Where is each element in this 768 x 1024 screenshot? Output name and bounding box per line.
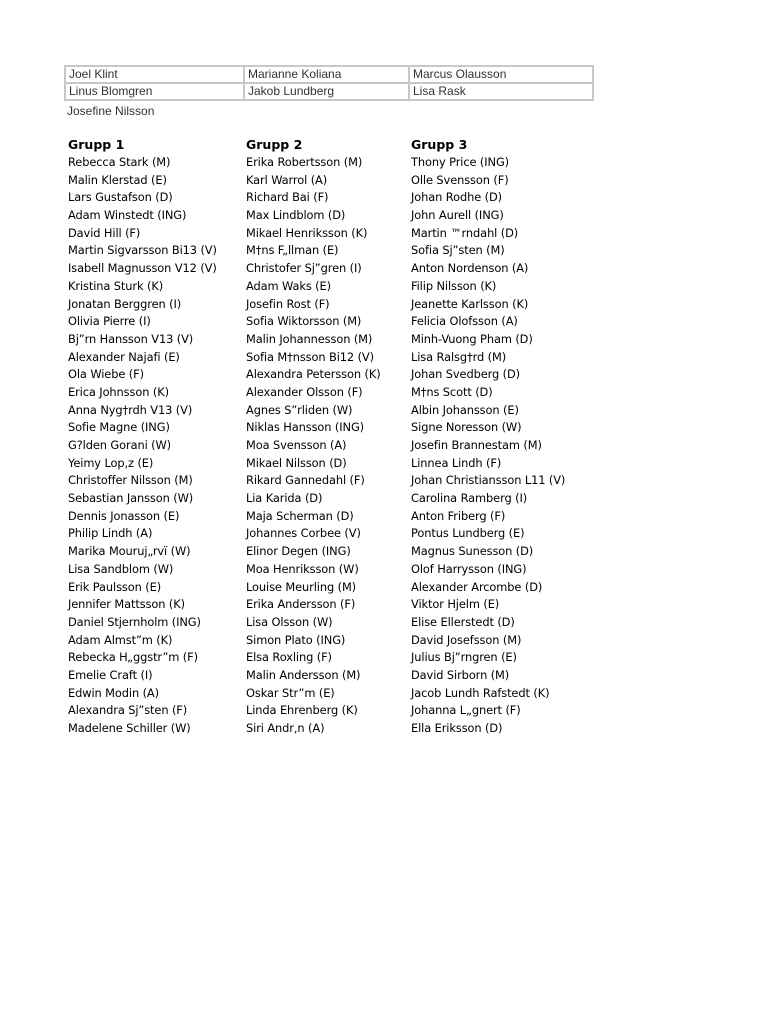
list-item: Alexander Olsson (F) [246,384,363,399]
list-item: Felicia Olofsson (A) [411,314,518,329]
list-item: Johannes Corbee (V) [246,526,361,541]
list-item: Mikael Henriksson (K) [246,225,368,240]
list-item: Malin Andersson (M) [246,667,361,682]
group-member-list [68,154,217,738]
list-item: Alexandra Petersson (K) [246,367,381,382]
list-item: David Sirborn (M) [411,667,510,682]
table-row [65,66,593,83]
list-item: Niklas Hansson (ING) [246,420,365,435]
list-item: Johan Rodhe (D) [411,190,502,205]
list-item: Minh-Vuong Pham (D) [411,331,533,346]
list-item: Rebecka H„ggstr”m (F) [68,650,198,665]
list-item: Martin ™rndahl (D) [411,225,519,240]
list-item: Malin Klerstad (E) [68,172,167,187]
group-1-column [68,136,217,738]
list-item: Elsa Roxling (F) [246,650,332,665]
list-item: David Josefsson (M) [411,632,522,647]
group-2-column [246,136,381,738]
list-item: Simon Plato (ING) [246,632,346,647]
list-item: Isabell Magnusson V12 (V) [68,261,217,276]
group-3-column [411,136,565,738]
list-item: Bj”rn Hansson V13 (V) [68,331,194,346]
list-item: Olivia Pierre (I) [68,314,151,329]
list-item: Olle Svensson (F) [411,172,509,187]
list-item: Anna Nyg†rdh V13 (V) [68,402,193,417]
list-item: Edwin Modin (A) [68,685,159,700]
list-item: Maja Scherman (D) [246,508,354,523]
list-item: M†ns F„llman (E) [246,243,339,258]
leaders-table [64,65,594,101]
list-item: M†ns Scott (D) [411,384,493,399]
list-item: Olof Harrysson (ING) [411,561,527,576]
list-item: Malin Johannesson (M) [246,331,373,346]
list-item: Adam Waks (E) [246,278,331,293]
table-cell: Marcus Olausson [409,66,593,83]
group-member-list [246,154,381,738]
list-item: Linnea Lindh (F) [411,455,502,470]
list-item: Adam Winstedt (ING) [68,208,187,223]
list-item: Josefin Brannestam (M) [411,438,542,452]
list-item: Elinor Degen (ING) [246,544,351,559]
list-item: Mikael Nilsson (D) [246,455,347,470]
list-item: Emelie Craft (I) [68,667,153,682]
list-item: Sofia Wiktorsson (M) [246,314,362,329]
list-item: Yeimy Lop,z (E) [68,455,154,470]
list-item: Madelene Schiller (W) [68,721,191,735]
list-item: Pontus Lundberg (E) [411,526,525,541]
list-item: Albin Johansson (E) [411,402,519,417]
list-item: Jennifer Mattsson (K) [68,597,185,612]
list-item: Max Lindblom (D) [246,208,346,223]
extra-leader-name: Josefine Nilsson [67,104,155,118]
list-item: Philip Lindh (A) [68,526,153,541]
list-item: Anton Friberg (F) [411,508,506,523]
list-item: Sofia M†nsson Bi12 (V) [246,349,374,364]
list-item: Richard Bai (F) [246,190,329,205]
list-item: Daniel Stjernholm (ING) [68,614,201,629]
table-row [65,83,593,100]
list-item: Moa Svensson (A) [246,438,347,452]
list-item: Erica Johnsson (K) [68,384,169,399]
list-item: Sebastian Jansson (W) [68,491,194,506]
group-title: Grupp 1 [68,137,125,152]
list-item: Christofer Sj”gren (I) [246,261,362,276]
list-item: Lisa Sandblom (W) [68,561,174,576]
list-item: David Hill (F) [68,225,141,240]
list-item: Jacob Lundh Rafstedt (K) [411,685,550,700]
list-item: Louise Meurling (M) [246,579,357,594]
list-item: Lia Karida (D) [246,491,323,506]
list-item: Siri Andr,n (A) [246,721,325,735]
list-item: Ella Eriksson (D) [411,721,503,735]
group-member-list [411,154,565,738]
list-item: Viktor Hjelm (E) [411,597,500,612]
group-title: Grupp 3 [411,137,468,152]
table-cell: Lisa Rask [409,83,593,100]
list-item: Erika Robertsson (M) [246,155,363,169]
list-item: John Aurell (ING) [411,208,504,223]
table-cell: Joel Klint [65,66,244,83]
list-item: Erik Paulsson (E) [68,579,162,594]
list-item: Agnes S”rliden (W) [246,402,353,417]
list-item: Magnus Sunesson (D) [411,544,534,559]
list-item: Johanna L„gnert (F) [411,703,521,718]
list-item: Sofia Sj”sten (M) [411,243,505,258]
list-item: Filip Nilsson (K) [411,278,497,293]
list-item: Lars Gustafson (D) [68,190,173,205]
list-item: Lisa Ralsg†rd (M) [411,349,507,364]
list-item: Sofie Magne (ING) [68,420,170,435]
list-item: Rebecca Stark (M) [68,155,171,169]
table-cell: Jakob Lundberg [244,83,409,100]
list-item: Alexander Arcombe (D) [411,579,543,594]
list-item: Rikard Gannedahl (F) [246,473,365,488]
list-item: Jeanette Karlsson (K) [411,296,529,311]
list-item: Linda Ehrenberg (K) [246,703,358,718]
list-item: Oskar Str”m (E) [246,685,335,700]
list-item: Anton Nordenson (A) [411,261,529,276]
list-item: Johan Svedberg (D) [411,367,521,382]
list-item: Alexander Najafi (E) [68,349,180,364]
table-cell: Marianne Koliana [244,66,409,83]
list-item: G?lden Gorani (W) [68,438,172,452]
list-item: Marika Mouruj„rvï (W) [68,544,191,559]
list-item: Karl Warrol (A) [246,172,328,187]
list-item: Adam Almst”m (K) [68,632,173,647]
list-item: Alexandra Sj”sten (F) [68,703,188,718]
list-item: Erika Andersson (F) [246,597,356,612]
list-item: Julius Bj”rngren (E) [411,650,517,665]
list-item: Dennis Jonasson (E) [68,508,180,523]
list-item: Carolina Ramberg (I) [411,491,528,506]
list-item: Christoffer Nilsson (M) [68,473,193,488]
list-item: Josefin Rost (F) [246,296,330,311]
list-item: Lisa Olsson (W) [246,614,333,629]
list-item: Signe Noresson (W) [411,420,522,435]
list-item: Kristina Sturk (K) [68,278,164,293]
table-cell: Linus Blomgren [65,83,244,100]
group-title: Grupp 2 [246,137,303,152]
list-item: Martin Sigvarsson Bi13 (V) [68,243,217,258]
list-item: Ola Wiebe (F) [68,367,144,382]
list-item: Thony Price (ING) [411,155,510,169]
list-item: Jonatan Berggren (I) [68,296,182,311]
list-item: Moa Henriksson (W) [246,561,359,576]
list-item: Johan Christiansson L11 (V) [411,473,566,488]
list-item: Elise Ellerstedt (D) [411,614,515,629]
